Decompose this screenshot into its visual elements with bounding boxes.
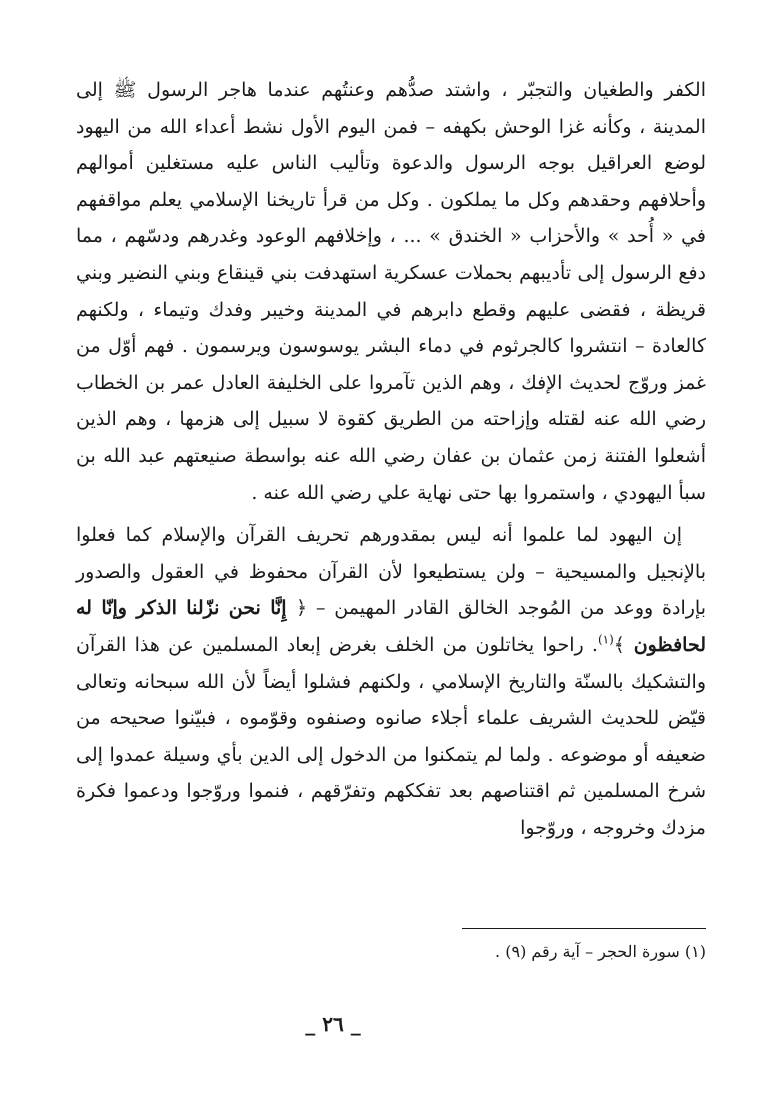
body-text [76,72,706,846]
footnote-reference: (١) [597,632,614,647]
page-number: _ ٢٦ _ [305,1012,361,1036]
footnote-divider [462,928,706,929]
footnote: (١) سورة الحجر – آية رقم (٩) . [495,942,706,961]
quran-open-bracket: ﴿ [295,597,308,620]
quran-verse: إِنَّا نحن نزّلنا الذكر وإنّا له لحافظون [76,597,706,656]
paragraph-2-after: . راحوا يخاتلون من الخلف بغرض إبعاد المسلمين عن هذا القرآن والتشكيك بالسنّة والتاريخ الإسلامي ، ولكنهم فشلوا أيضاً لأن الله سبحانه وتعالى قيّض للحديث الشريف علماء أجلاء صانوه وصنفوه وقوّموه ، فبيّنوا صحيحه من ضعيفه أو موضوعه . ولما لم يتمكنوا من الدخول إلى الدين بأي وسيلة عمدوا إلى شرخ المسلمين ثم اقتناصهم بعد تفككهم وتفرّقهم ، فنموا وروّجوا ودعموا فكرة مزدك وخروجه ، وروّجوا [76,633,706,839]
paragraph-2 [76,517,706,846]
paragraph-1: الكفر والطغيان والتجبّر ، واشتد صدُّهم وعنتُهم عندما هاجر الرسول ﷺ إلى المدينة ، وكأنه غزا الوحش بكهفه – فمن اليوم الأول نشط أعداء الله من اليهود لوضع العراقيل بوجه الرسول والدعوة وتأليب الناس عليه مستغلين أموالهم وأحلافهم وحقدهم وكل ما يملكون . وكل من قرأ تاريخنا الإسلامي يعلم مواقفهم في « أُحد » والأحزاب « الخندق » ... ، وإخلافهم الوعود وغدرهم ودسّهم ، مما دفع الرسول إلى تأديبهم بحملات عسكرية استهدفت بني قينقاع وبني النضير وبني قريظة ، فقضى عليهم وقطع دابرهم في المدينة وخيبر وفدك وتيماء ، ولكنهم كالعادة – انتشروا كالجرثوم في دماء البشر يوسوسون ويرسمون . فهم أوّل من غمز وروّج لحديث الإفك ، وهم الذين تآمروا على الخليفة العادل عمر بن الخطاب رضي الله عنه لقتله وإزاحته من الطريق كقوة لا سبيل إلى هزمها ، وهم الذين أشعلوا الفتنة زمن عثمان بن عفان رضي الله عنه بواسطة صنيعتهم عبد الله بن سبأ اليهودي ، واستمروا بها حتى نهاية علي رضي الله عنه . [76,79,706,504]
quran-close-bracket: ﴾ [613,633,625,656]
paragraph-2-before: إن اليهود لما علموا أنه ليس بمقدورهم تحريف القرآن والإسلام كما فعلوا بالإنجيل والمسيحية – ولن يستطيعوا لأن القرآن محفوظ في العقول والصدور بإرادة ووعد من المُوجد الخالق القادر المهيمن – [76,524,706,620]
